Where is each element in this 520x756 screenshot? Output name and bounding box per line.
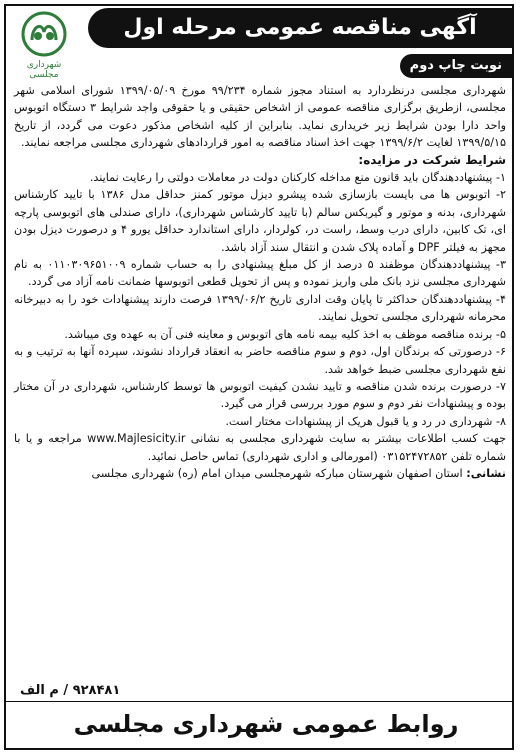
address-label: نشانی: (466, 466, 506, 480)
public-relations-footer: روابط عمومی شهرداری مجلسی (73, 710, 459, 738)
notice-header (6, 6, 512, 78)
logo-caption: شهرداری مجلسی (26, 60, 62, 80)
address-line (14, 465, 506, 482)
conditions-heading: شرایط شرکت در مزایده: (358, 152, 506, 167)
condition-item: ۲- اتوبوس ها می بایست بازسازی شده پیشرو دیزل موتور کمنز حداقل مدل ۱۳۸۶ با تایید کارشناس شهرداری، بدنه و موتور و گیربکس سالم (با تایید کارشناس شهرداری)، دارای صندلی های اتوبوسی پارچه ای، تک کابین، دارای درب وسط، راست در، کولردار، دارای استاندارد حداقل یورو ۴ و درصورت دیزل بودن مجهز به فیلتر DPF و آماده پلاک شدن و انتقال سند آزاد باشد. (14, 188, 507, 254)
ad-number: ۹۲۸۴۸۱ / م الف (20, 683, 121, 698)
intro-paragraph: شهرداری مجلسی درنظردارد به استناد مجوز شماره ۹۹/۲۳۴ مورخ ۱۳۹۹/۰۵/۰۹ شورای اسلامی شهر مجلسی، ازطریق برگزاری مناقصه عمومی از اشخاص حقیقی و یا حقوقی واجد شرایط ۳ دستگاه اتوبوس واحد دارا بودن شرایط زیر خریداری نماید. بنابراین از کلیه اشخاص مذکور دعوت می گردد، از تاریخ ۱۳۹۹/۵/۱۵ لغایت ۱۳۹۹/۶/۲ جهت اخذ اسناد مناقصه به امور قراردادهای شهرداری مجلسی مراجعه نمایند. (14, 84, 506, 150)
condition-item: ۴- پیشنهاددهندگان حداکثر تا پایان وقت اداری تاریخ ۱۳۹۹/۰۶/۲ فرصت دارند پیشنهادات خود را به دبیرخانه محرمانه شهرداری مجلسی تحویل نمایند. (14, 292, 506, 324)
condition-item: ۸- شهرداری در رد و یا قبول هریک از پیشنهادات مختار است. (225, 414, 506, 428)
condition-item: ۷- درصورت برنده شدن مناقصه و تایید نشدن کیفیت اتوبوس ها توسط کارشناس، شهرداری در آن مختار بوده و پیشنهادات نفر دوم و سوم مورد بررسی قرار می گیرد. (14, 379, 506, 411)
municipality-logo (12, 10, 76, 80)
print-round-badge: نوبت چاپ دوم (400, 54, 512, 78)
condition-item: ۶- درصورتی که برندگان اول، دوم و سوم مناقصه حاضر به انعقاد قرارداد نشوند، سپرده آنها به ترتیب و به نفع شهرداری مجلسی ضبط خواهد شد. (14, 345, 506, 376)
notice-title: آگهی مناقصه عمومی مرحله اول (نوبت اول) (88, 8, 512, 48)
address-text: استان اصفهان شهرستان مبارکه شهرمجلسی میدان امام (ره) شهرداری مجلسی (91, 466, 467, 480)
condition-item: ۱- پیشنهاددهندگان باید قانون منع مداخله کارکنان دولت در معاملات دولتی را رعایت نمایند. (89, 171, 506, 185)
condition-item: ۳- پیشنهاددهندگان موظفند ۵ درصد از کل مبلغ پیشنهادی را به حساب شماره ۰۱۱۰۳۰۹۶۵۱۰۰۹ به نام شهرداری مجلسی نزد بانک ملی واریز نموده و پس از تحویل قطعی اتوبوسها ضمانت نامه آزاد می گردد. (14, 258, 506, 289)
contact-info: جهت کسب اطلاعات بیشتر به سایت شهرداری مجلسی به نشانی www.Majlesicity.ir مراجعه و یا با شماره تلفن ۰۳۱۵۲۴۷۲۸۵۲ (امورمالی و اداری شهرداری) تماس حاصل نمائید. (14, 432, 506, 463)
condition-item: ۵- برنده مناقصه موظف به اخذ کلیه بیمه نامه های اتوبوس و معاینه فنی آن به عهده وی میباشد. (64, 327, 506, 341)
notice-body (14, 82, 506, 482)
municipality-logo-icon (12, 10, 76, 60)
